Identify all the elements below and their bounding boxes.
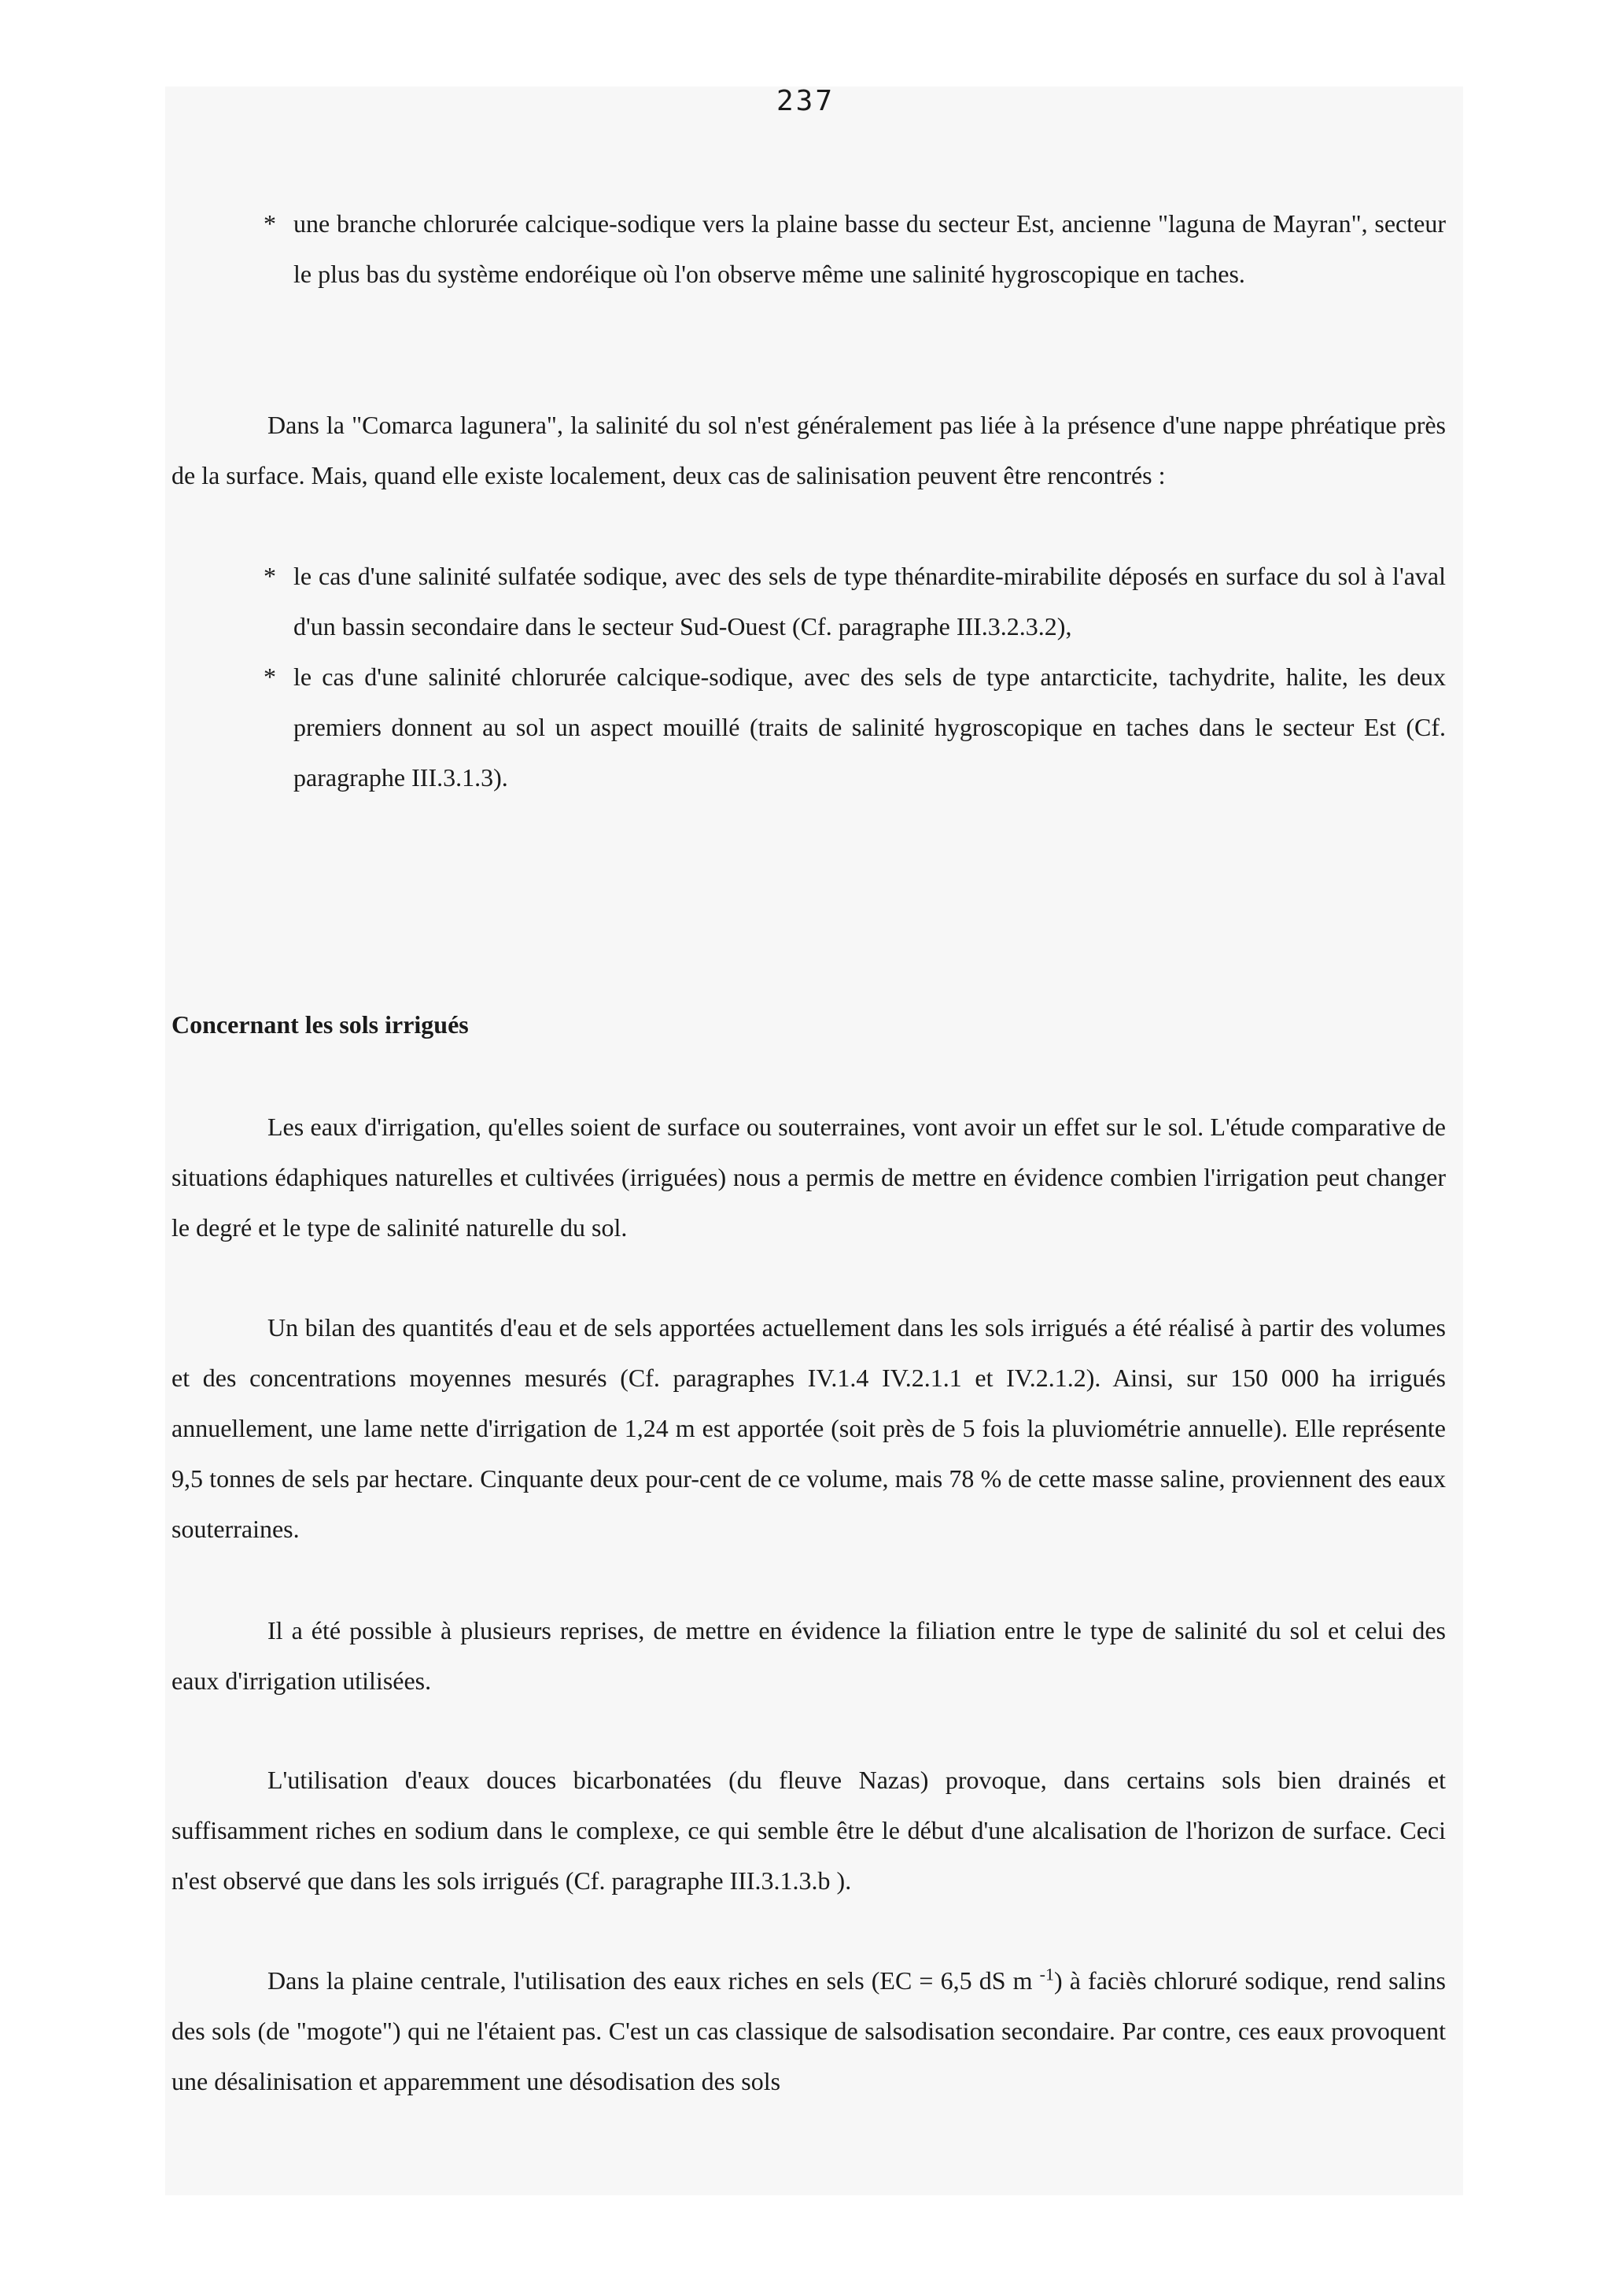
- bullet-text: une branche chlorurée calcique-sodique vers la plaine basse du secteur Est, ancienne "laguna de Mayran", secteur le plus bas du système endoréique où l'on observe même une salinité hygroscopique en taches.: [293, 209, 1446, 288]
- bullet-text: le cas d'une salinité chlorurée calcique-sodique, avec des sels de type antarcticite, tachydrite, halite, les deux premiers donnent au sol un aspect mouillé (traits de salinité hygroscopique en taches dans le secteur Est (Cf. paragraphe III.3.1.3).: [293, 663, 1446, 792]
- paragraph-text: L'utilisation d'eaux douces bicarbonatées (du fleuve Nazas) provoque, dans certains sols bien drainés et suffisamment riches en sodium dans le complexe, ce qui semble être le début d'une alcalisation de l'horizon de surface. Ceci n'est observé que dans les sols irrigués (Cf. paragraphe III.3.1.3.b ).: [171, 1766, 1446, 1895]
- paragraph-plaine-centrale: [171, 1955, 1446, 2106]
- bullet-text: le cas d'une salinité sulfatée sodique, avec des sels de type thénardite-mirabilite déposés en surface du sol à l'aval d'un bassin secondaire dans le secteur Sud-Ouest (Cf. paragraphe III.3.2.3.2),: [293, 562, 1446, 640]
- paragraph-text-end: ) à faciès chloruré sodique, rend salins des sols (de "mogote") qui ne l'étaient pas. C'est un cas classique de salsodisation secondaire. Par contre, ces eaux provoquent une désalinisation et apparemment une désodisation des sols: [171, 1966, 1447, 2095]
- paragraph-bilan: [171, 1302, 1446, 1554]
- bullet-laguna: [171, 198, 1446, 299]
- page-number: 237: [776, 85, 835, 117]
- paragraph-text: Un bilan des quantités d'eau et de sels apportées actuellement dans les sols irrigués a été réalisé à partir des volumes et des concentrations moyennes mesurés (Cf. paragraphes IV.1.4 IV.2.1.1 et IV.2.1.2). Ainsi, sur 150 000 ha irrigués annuellement, une lame nette d'irrigation de 1,24 m est apportée (soit près de 5 fois la pluviométrie annuelle). Elle représente 9,5 tonnes de sels par hectare. Cinquante deux pour-cent de ce volume, mais 78 % de cette masse saline, proviennent des eaux souterraines.: [171, 1313, 1446, 1543]
- bullet-marker: *: [264, 562, 276, 590]
- bullet-item-sulfatee: [171, 551, 1446, 652]
- paragraph-irrigation-effect: [171, 1102, 1446, 1253]
- bullet-item-chloruree: [171, 652, 1446, 803]
- paragraph-filiation: [171, 1605, 1446, 1706]
- bullet-item: [171, 198, 1446, 299]
- paragraph-text: [171, 1955, 1446, 2106]
- section-heading-block: [171, 999, 1446, 1050]
- paragraph-comarca: [171, 400, 1446, 500]
- bullet-marker: *: [264, 209, 276, 238]
- bullet-list-cases: [171, 551, 1446, 803]
- paragraph-nazas: [171, 1755, 1446, 1906]
- paragraph-text: Les eaux d'irrigation, qu'elles soient de surface ou souterraines, vont avoir un effet sur le sol. L'étude comparative de situations édaphiques naturelles et cultivées (irriguées) nous a permis de mettre en évidence combien l'irrigation peut changer le degré et le type de salinité naturelle du sol.: [171, 1113, 1446, 1242]
- bullet-marker: *: [264, 663, 276, 691]
- paragraph-text: Dans la "Comarca lagunera", la salinité du sol n'est généralement pas liée à la présence d'une nappe phréatique près de la surface. Mais, quand elle existe localement, deux cas de salinisation peuvent être rencontrés :: [171, 411, 1446, 489]
- unit-exponent: -1: [1039, 1964, 1054, 1984]
- paragraph-text-start: Dans la plaine centrale, l'utilisation des eaux riches en sels (EC = 6,5 dS m: [267, 1966, 1040, 1995]
- paragraph-text: Il a été possible à plusieurs reprises, de mettre en évidence la filiation entre le type de salinité du sol et celui des eaux d'irrigation utilisées.: [171, 1616, 1446, 1695]
- section-heading: Concernant les sols irrigués: [171, 1010, 469, 1039]
